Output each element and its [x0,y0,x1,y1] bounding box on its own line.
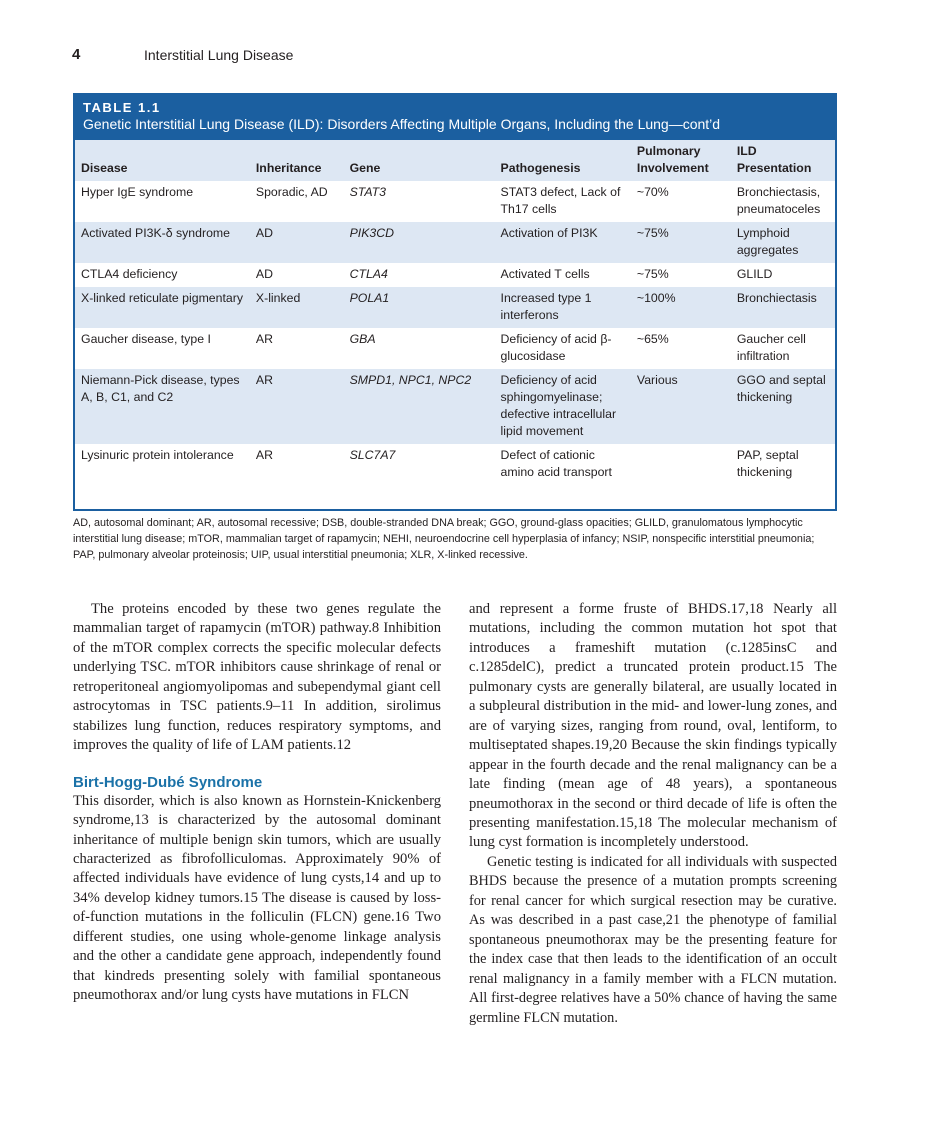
genetic-ild-table [73,93,837,511]
cell-disease: Hyper IgE syndrome [81,185,194,199]
table-row [75,369,835,444]
cell-gene: SMPD1, NPC1, NPC2 [349,373,472,387]
body-column-right [469,600,837,1028]
table-row [75,287,835,328]
cell-disease: Gaucher disease, type I [81,332,211,346]
table-label: TABLE 1.1 [83,100,161,115]
table-row [75,222,835,263]
cell-disease: Lysinuric protein intolerance [81,448,234,462]
cell-gene: SLC7A7 [349,448,396,462]
cell-gene: PIK3CD [349,226,394,240]
column-header: Gene [349,161,381,175]
page-header [72,46,837,70]
table-header-bar [75,95,835,140]
table-grid [75,140,835,485]
column-header: Disease [81,161,128,175]
body-column-left [73,600,441,1006]
cell-disease: X-linked reticulate pigmentary [81,291,243,305]
column-header: Inheritance [255,161,322,175]
table-row [75,328,835,369]
cell-inheritance: AR [255,373,273,387]
table-row [75,444,835,485]
cell-ild-presentation: Bronchiectasis, pneumatoceles [736,185,821,216]
cell-gene: POLA1 [349,291,390,305]
paragraph: The proteins encoded by these two genes regulate the mammalian target of rapamycin (mTOR) pathway.8 Inhibition of the mTOR complex corrects the specific molecular defects underlying TSC. mTOR inhibitors cause shrinkage of renal or retroperitoneal angiomyolipomas and subependymal giant cell astrocytomas in TSC patients.9–11 In addition, sirolimus stabilizes lung function, reduces respiratory symptoms, and improves the quality of life of LAM patients.12 [73,601,441,754]
cell-pulmonary-involvement: ~70% [636,185,669,199]
cell-inheritance: AD [255,267,273,281]
cell-pathogenesis: Defect of cationic amino acid transport [500,448,612,479]
cell-pathogenesis: Deficiency of acid sphingomyelinase; defective intracellular lipid movement [500,373,617,438]
cell-gene: GBA [349,332,376,346]
cell-inheritance: AD [255,226,273,240]
cell-ild-presentation: Gaucher cell infiltration [736,332,806,363]
cell-pathogenesis: Deficiency of acid β-glucosidase [500,332,612,363]
page-number: 4 [72,46,81,63]
column-header: Pulmonary Involvement [636,144,709,175]
table-row [75,181,835,222]
table-title: Genetic Interstitial Lung Disease (ILD): Disorders Affecting Multiple Organs, Including the Lung—cont’d [83,116,721,132]
table-footnote: AD, autosomal dominant; AR, autosomal recessive; DSB, double-stranded DNA break; GGO, ground-glass opacities; GLILD, granulomatous lymphocytic interstitial lung disease; mTOR, mammalian target of rapamycin; NEHI, neuroendocrine cell hyperplasia of infancy; NSIP, nonspecific interstitial pneumonia; PAP, pulmonary alveolar proteinosis; UIP, usual interstitial pneumonia; XLR, X-linked recessive. [73,517,815,561]
cell-disease: CTLA4 deficiency [81,267,178,281]
column-header: Pathogenesis [500,161,581,175]
cell-gene: STAT3 [349,185,387,199]
cell-pathogenesis: Increased type 1 interferons [500,291,592,322]
cell-pulmonary-involvement: ~100% [636,291,676,305]
cell-inheritance: X-linked [255,291,301,305]
section-heading: Birt-Hogg-Dubé Syndrome [73,773,263,791]
table-row [75,263,835,287]
cell-ild-presentation: Bronchiectasis [736,291,817,305]
cell-inheritance: AR [255,332,273,346]
running-title: Interstitial Lung Disease [144,47,294,63]
cell-disease: Activated PI3K-δ syndrome [81,226,231,240]
cell-pulmonary-involvement: ~75% [636,226,669,240]
cell-pathogenesis: STAT3 defect, Lack of Th17 cells [500,185,621,216]
cell-disease: Niemann-Pick disease, types A, B, C1, and C2 [81,373,240,404]
cell-pulmonary-involvement: Various [636,373,678,387]
cell-pulmonary-involvement [631,444,731,485]
cell-ild-presentation: GGO and septal thickening [736,373,826,404]
cell-pulmonary-involvement: ~65% [636,332,669,346]
cell-inheritance: AR [255,448,273,462]
paragraph: This disorder, which is also known as Hornstein-Knickenberg syndrome,13 is characterized by the autosomal dominant inheritance of multiple benign skin tumors, which are usually characterized as fibrofolliculomas. Approximately 90% of affected individuals have evidence of lung cysts,14 and up to 34% develop kidney tumors.15 The disease is caused by loss-of-function mutations in the folliculin (FLCN) gene.16 Two different studies, one using whole-genome linkage analysis and the other a candidate gene approach, independently found that kindreds presenting solely with familial spontaneous pneumothorax and/or lung cysts have mutations in FLCN [73,792,441,1004]
table-column-headers [75,140,835,181]
cell-ild-presentation: GLILD [736,267,773,281]
cell-pathogenesis: Activation of PI3K [500,226,598,240]
cell-gene: CTLA4 [349,267,388,281]
column-header: ILD Presentation [736,144,812,175]
paragraph: and represent a forme fruste of BHDS.17,18 Nearly all mutations, including the common mutation hot spot that introduces a frameshift mutation (c.1285insC and c.1285delC), predict a truncated protein product.15 The pulmonary cysts are generally bilateral, are usually located in a subpleural distribution in the mid- and lower-lung zones, and are of varying sizes, ranging from round, oval, lentiform, to multiseptated shapes.19,20 Because the skin findings typically appear in the fourth decade and the renal malignancy can be a late finding (mean age of 48 years), a spontaneous pneumothorax in the second or third decade of life is often the presenting manifestation.15,18 The molecular mechanism of lung cyst formation is incompletely understood. [469,601,837,851]
cell-inheritance: Sporadic, AD [255,185,328,199]
cell-pulmonary-involvement: ~75% [636,267,669,281]
cell-pathogenesis: Activated T cells [500,267,590,281]
cell-ild-presentation: PAP, septal thickening [736,448,799,479]
paragraph: Genetic testing is indicated for all individuals with suspected BHDS because the presence of a mutation prompts screening for renal cancer for which surgical resection may be curative. As was described in a past case,21 the phenotype of familial spontaneous pneumothorax may be the presenting feature for the index case that then leads to the identification of an occult renal malignancy in a family member with a FLCN mutation. All first-degree relatives have a 50% chance of having the same germline FLCN mutation. [469,853,837,1026]
cell-ild-presentation: Lymphoid aggregates [736,226,799,257]
